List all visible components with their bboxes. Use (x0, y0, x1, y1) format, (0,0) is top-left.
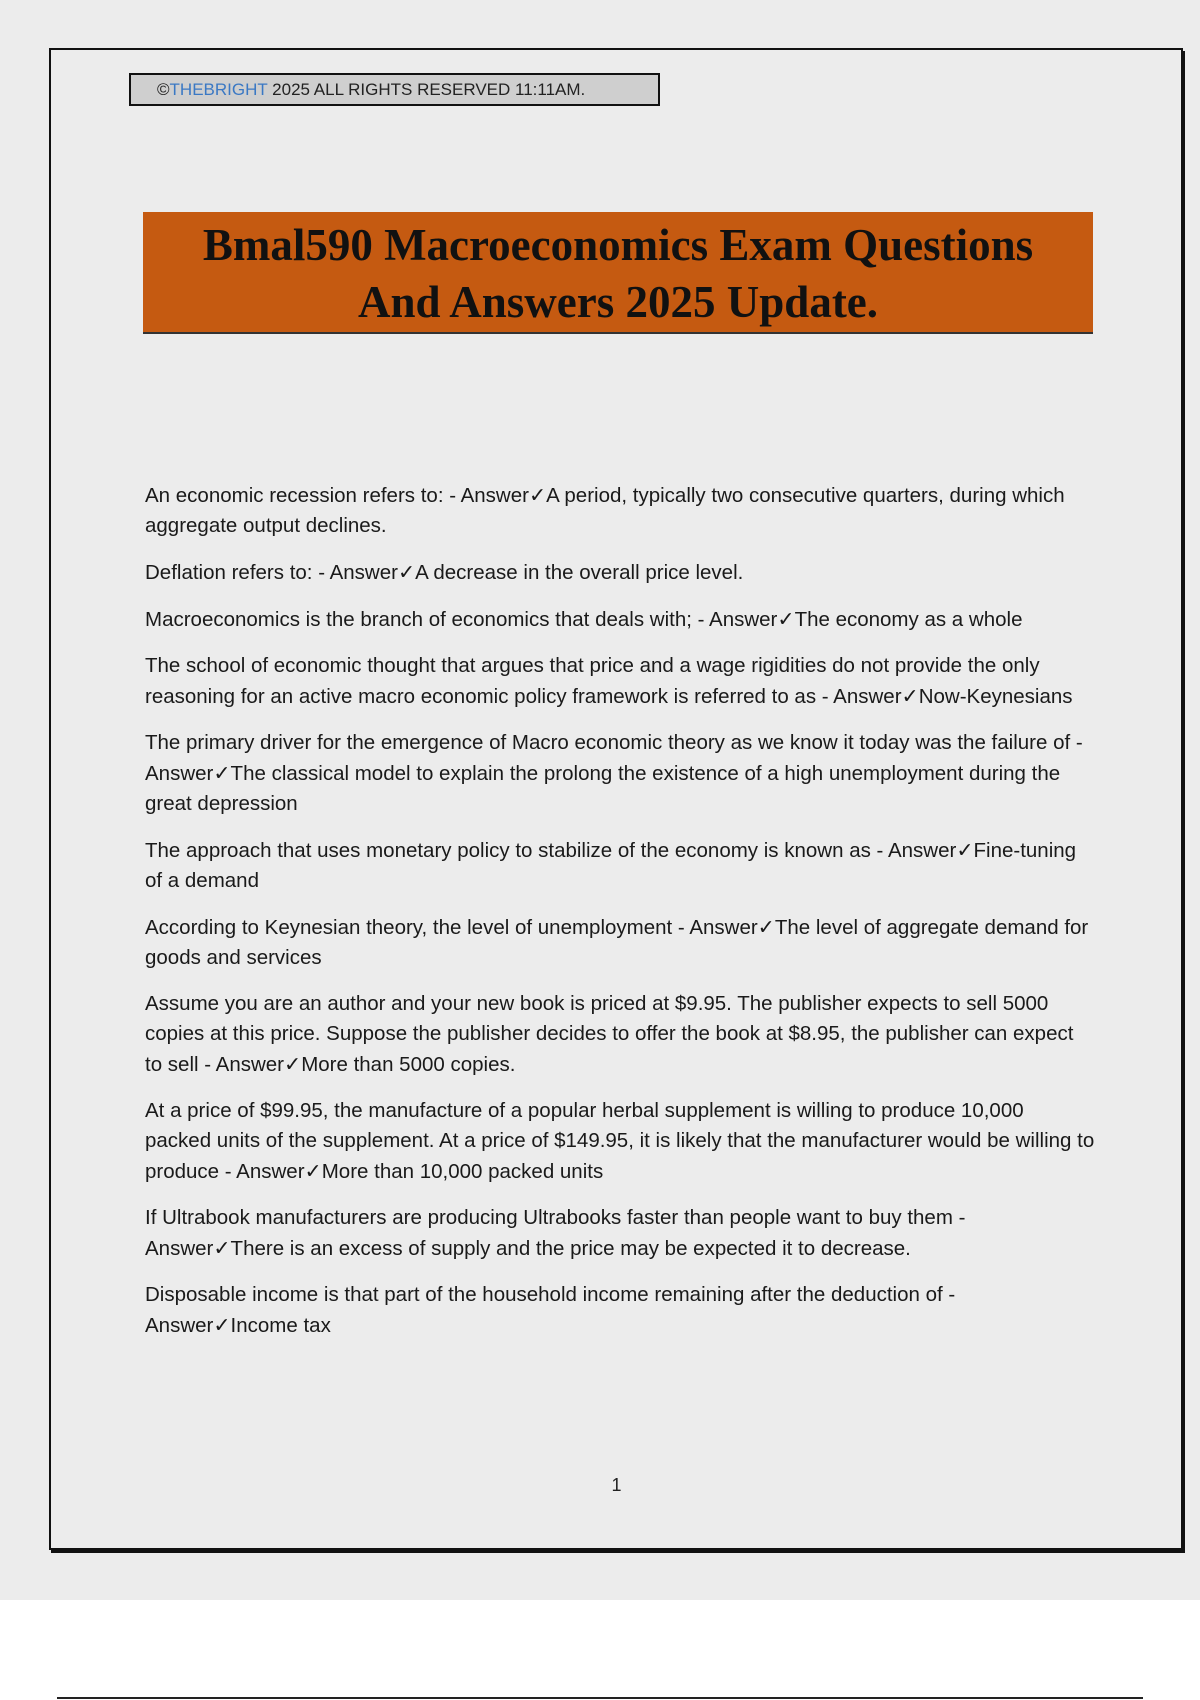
answer-text: The level of aggregate demand for goods and services (145, 916, 1089, 969)
answer-text: Now-Keynesians (918, 685, 1073, 708)
qa-item (145, 604, 1095, 635)
question-text: The school of economic thought that argues that price and a wage rigidities do not provide the only reasoning for an active macro economic policy framework is referred to as - (145, 654, 1040, 708)
page-number: 1 (611, 1475, 622, 1495)
checkmark-icon: ✓ (901, 684, 919, 708)
copyright-symbol: © (157, 80, 170, 99)
answer-marker: Answer (145, 1237, 214, 1260)
question-text: Macroeconomics is the branch of economics that deals with; - (145, 608, 710, 631)
title-line-2: And Answers 2025 Update. (357, 277, 879, 327)
answer-marker: Answer (689, 916, 758, 939)
qa-item (145, 557, 1095, 588)
answer-marker: Answer (709, 608, 778, 631)
answer-text: Income tax (230, 1314, 331, 1337)
question-text: According to Keynesian theory, the level of unemployment - (145, 916, 690, 939)
answer-text: The classical model to explain the prolong the existence of a high unemployment during the great depression (145, 762, 1061, 815)
question-text: Disposable income is that part of the household income remaining after the deduction of - (145, 1283, 956, 1306)
answer-marker: Answer (145, 762, 214, 785)
checkmark-icon: ✓ (213, 1313, 231, 1337)
qa-item (145, 989, 1095, 1080)
qa-item (145, 912, 1095, 973)
answer-marker: Answer (460, 484, 529, 507)
qa-item (145, 1280, 1095, 1341)
answer-marker: Answer (833, 685, 902, 708)
page-bottom-rule (57, 1697, 1143, 1699)
answer-text: There is an excess of supply and the price may be expected it to decrease. (230, 1237, 911, 1260)
checkmark-icon: ✓ (213, 761, 231, 785)
answer-text: More than 10,000 packed units (321, 1160, 604, 1183)
rights-text: 2025 ALL RIGHTS RESERVED 11:11AM. (267, 80, 586, 99)
answer-marker: Answer (887, 839, 957, 862)
qa-item (145, 1203, 1095, 1264)
qa-item (145, 480, 1095, 541)
question-text: Assume you are an author and your new book is priced at $9.95. The publisher expects to sell 5000 copies at this price. Suppose the publisher decides to offer the book at $8.95, the publisher can expect to sell - (145, 992, 1074, 1076)
document-title (143, 212, 1093, 334)
qa-item (145, 835, 1095, 896)
qa-item (145, 728, 1095, 819)
question-text: The primary driver for the emergence of Macro economic theory as we know it today was the failure of - (145, 731, 1083, 754)
answer-text: A period, typically two consecutive quarters, during which aggregate output declines. (145, 484, 1065, 537)
title-line-1: Bmal590 Macroeconomics Exam Questions (202, 220, 1034, 270)
answer-text: Fine-tuning of a demand (145, 839, 1077, 892)
checkmark-icon: ✓ (304, 1159, 322, 1183)
checkmark-icon: ✓ (777, 607, 795, 631)
checkmark-icon: ✓ (757, 915, 775, 939)
brand-name: THEBRIGHT (169, 80, 268, 99)
qa-list (145, 480, 1095, 1357)
answer-marker: Answer (329, 561, 398, 584)
copyright-header (129, 73, 660, 106)
question-text: An economic recession refers to: - (145, 484, 461, 507)
checkmark-icon: ✓ (213, 1236, 231, 1260)
checkmark-icon: ✓ (528, 483, 547, 507)
question-text: Deflation refers to: - (145, 561, 330, 584)
answer-marker: Answer (236, 1160, 305, 1183)
question-text: The approach that uses monetary policy to stabilize of the economy is known as - (145, 839, 888, 862)
qa-item (145, 651, 1095, 712)
answer-text: A decrease in the overall price level. (415, 561, 744, 584)
qa-item (145, 1096, 1095, 1187)
answer-text: The economy as a whole (794, 608, 1023, 631)
answer-marker: Answer (215, 1053, 284, 1076)
question-text: If Ultrabook manufacturers are producing Ultrabooks faster than people want to buy them - (145, 1206, 966, 1229)
checkmark-icon: ✓ (397, 560, 416, 584)
checkmark-icon: ✓ (284, 1052, 302, 1076)
answer-marker: Answer (145, 1314, 214, 1337)
question-text: At a price of $99.95, the manufacture of a popular herbal supplement is willing to produce 10,000 packed units of the supplement. At a price of $149.95, it is likely that the manufacturer would be willing to produce - (145, 1099, 1095, 1183)
checkmark-icon: ✓ (956, 838, 974, 862)
answer-text: More than 5000 copies. (301, 1053, 516, 1076)
